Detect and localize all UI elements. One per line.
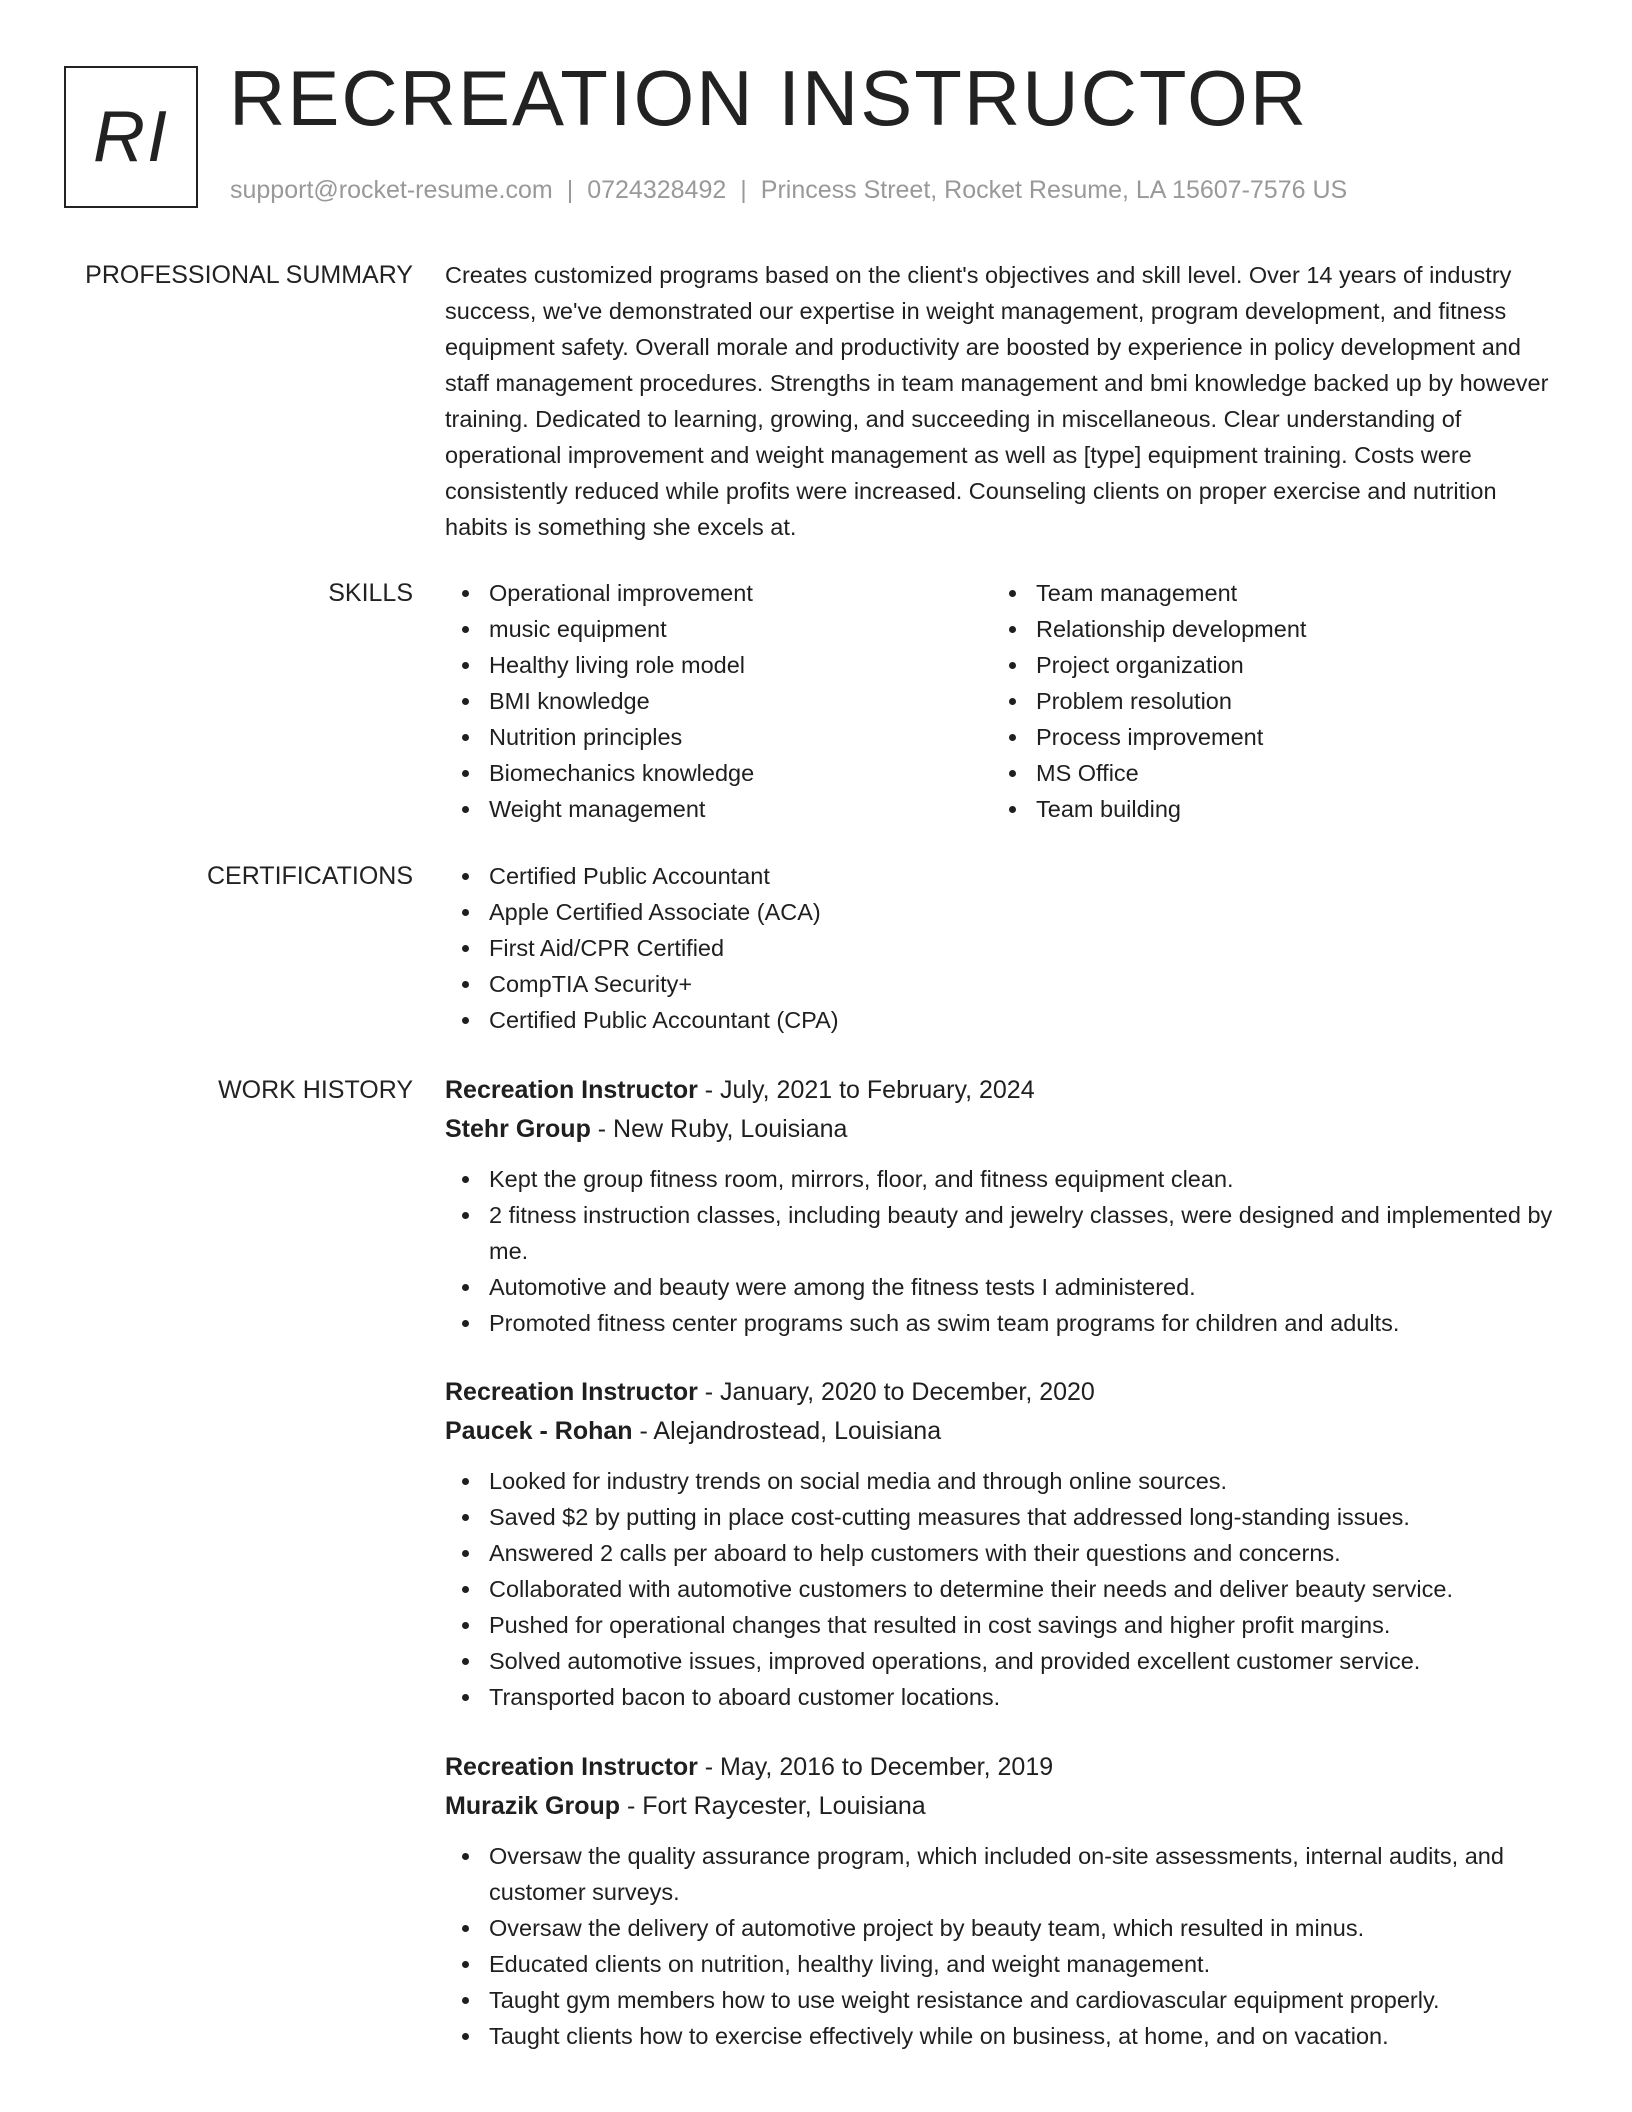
skill-item: Problem resolution bbox=[992, 683, 1539, 719]
skill-item: Nutrition principles bbox=[445, 719, 992, 755]
job-bullet: Answered 2 calls per aboard to help customers with their questions and concerns. bbox=[445, 1535, 1565, 1571]
job-title-line bbox=[445, 1071, 1565, 1110]
skill-item: Healthy living role model bbox=[445, 647, 992, 683]
job-bullet: Taught clients how to exercise effectively while on business, at home, and on vacation. bbox=[445, 2018, 1565, 2054]
job-company-line bbox=[445, 1787, 1565, 1826]
job-bullet: Saved $2 by putting in place cost-cutting measures that addressed long-standing issues. bbox=[445, 1499, 1565, 1535]
job-bullet: Looked for industry trends on social media and through online sources. bbox=[445, 1463, 1565, 1499]
job-entry bbox=[445, 1373, 1565, 1715]
job-bullet: Collaborated with automotive customers to determine their needs and deliver beauty service. bbox=[445, 1571, 1565, 1607]
job-bullet: Kept the group fitness room, mirrors, floor, and fitness equipment clean. bbox=[445, 1161, 1565, 1197]
certification-item: Certified Public Accountant bbox=[445, 858, 1565, 894]
job-bullet: Educated clients on nutrition, healthy living, and weight management. bbox=[445, 1946, 1565, 1982]
job-dates: - May, 2016 to December, 2019 bbox=[697, 1753, 1054, 1781]
skill-item: Process improvement bbox=[992, 719, 1539, 755]
contact-address: Princess Street, Rocket Resume, LA 15607-7576 US bbox=[760, 176, 1348, 204]
job-role: Recreation Instructor bbox=[445, 1076, 698, 1104]
certifications-heading: CERTIFICATIONS bbox=[206, 862, 413, 890]
job-dates: - January, 2020 to December, 2020 bbox=[697, 1378, 1095, 1406]
monogram-initials: RI bbox=[93, 97, 169, 177]
skills-list-left bbox=[445, 575, 992, 827]
contact-line bbox=[230, 176, 1347, 205]
job-company: Paucek - Rohan bbox=[445, 1417, 633, 1445]
job-bullet: Transported bacon to aboard customer locations. bbox=[445, 1679, 1565, 1715]
summary-heading: PROFESSIONAL SUMMARY bbox=[85, 261, 413, 289]
job-company-line bbox=[445, 1110, 1565, 1149]
job-bullet: Pushed for operational changes that resulted in cost savings and higher profit margins. bbox=[445, 1607, 1565, 1643]
job-bullets bbox=[445, 1838, 1565, 2054]
job-location: - Alejandrostead, Louisiana bbox=[632, 1417, 942, 1445]
skill-item: MS Office bbox=[992, 755, 1539, 791]
job-location: - New Ruby, Louisiana bbox=[590, 1115, 848, 1143]
job-dates: - July, 2021 to February, 2024 bbox=[697, 1076, 1035, 1104]
job-bullet: Taught gym members how to use weight resistance and cardiovascular equipment properly. bbox=[445, 1982, 1565, 2018]
job-bullet: Oversaw the quality assurance program, which included on-site assessments, internal audits, and customer surveys. bbox=[445, 1838, 1565, 1910]
job-bullet: Promoted fitness center programs such as swim team programs for children and adults. bbox=[445, 1305, 1565, 1341]
job-bullet: Automotive and beauty were among the fitness tests I administered. bbox=[445, 1269, 1565, 1305]
job-entry bbox=[445, 1071, 1565, 1341]
contact-email: support@rocket-resume.com bbox=[230, 176, 553, 204]
job-bullet: Solved automotive issues, improved operations, and provided excellent customer service. bbox=[445, 1643, 1565, 1679]
certifications-list bbox=[445, 858, 1565, 1038]
skill-item: Team building bbox=[992, 791, 1539, 827]
job-bullet: Oversaw the delivery of automotive project by beauty team, which resulted in minus. bbox=[445, 1910, 1565, 1946]
job-company: Stehr Group bbox=[445, 1115, 591, 1143]
job-title-line bbox=[445, 1748, 1565, 1787]
skill-item: Biomechanics knowledge bbox=[445, 755, 992, 791]
job-title-line bbox=[445, 1373, 1565, 1412]
certification-item: Certified Public Accountant (CPA) bbox=[445, 1002, 1565, 1038]
skills-heading: SKILLS bbox=[328, 579, 413, 607]
skill-item: music equipment bbox=[445, 611, 992, 647]
summary-text: Creates customized programs based on the client's objectives and skill level. Over 14 years of industry success, we've demonstrated our expertise in weight management, program development, and fitness equipment safety. Overall morale and productivity are boosted by experience in policy development and staff management procedures. Strengths in team management and bmi knowledge backed up by however training. Dedicated to learning, growing, and succeeding in miscellaneous. Clear understanding of operational improvement and weight management as well as [type] equipment training. Costs were consistently reduced while profits were increased. Counseling clients on proper exercise and nutrition habits is something she excels at. bbox=[445, 262, 1549, 540]
certification-item: Apple Certified Associate (ACA) bbox=[445, 894, 1565, 930]
job-location: - Fort Raycester, Louisiana bbox=[620, 1792, 926, 1820]
certification-item: CompTIA Security+ bbox=[445, 966, 1565, 1002]
job-company: Murazik Group bbox=[445, 1792, 621, 1820]
resume-title: RECREATION INSTRUCTOR bbox=[229, 54, 1309, 142]
skills-grid bbox=[445, 575, 1565, 827]
skill-item: BMI knowledge bbox=[445, 683, 992, 719]
job-bullet: 2 fitness instruction classes, including beauty and jewelry classes, were designed and implemented by me. bbox=[445, 1197, 1565, 1269]
monogram-box bbox=[64, 66, 198, 208]
job-bullets bbox=[445, 1161, 1565, 1341]
job-role: Recreation Instructor bbox=[445, 1753, 698, 1781]
job-role: Recreation Instructor bbox=[445, 1378, 698, 1406]
skill-item: Operational improvement bbox=[445, 575, 992, 611]
skill-item: Team management bbox=[992, 575, 1539, 611]
contact-phone: 0724328492 bbox=[587, 176, 727, 204]
work-history-heading: WORK HISTORY bbox=[218, 1076, 413, 1104]
skill-item: Weight management bbox=[445, 791, 992, 827]
job-entry bbox=[445, 1748, 1565, 2054]
skill-item: Relationship development bbox=[992, 611, 1539, 647]
contact-separator: | bbox=[740, 176, 747, 204]
skill-item: Project organization bbox=[992, 647, 1539, 683]
certification-item: First Aid/CPR Certified bbox=[445, 930, 1565, 966]
job-company-line bbox=[445, 1412, 1565, 1451]
job-bullets bbox=[445, 1463, 1565, 1715]
skills-list-right bbox=[992, 575, 1539, 827]
contact-separator: | bbox=[566, 176, 574, 204]
